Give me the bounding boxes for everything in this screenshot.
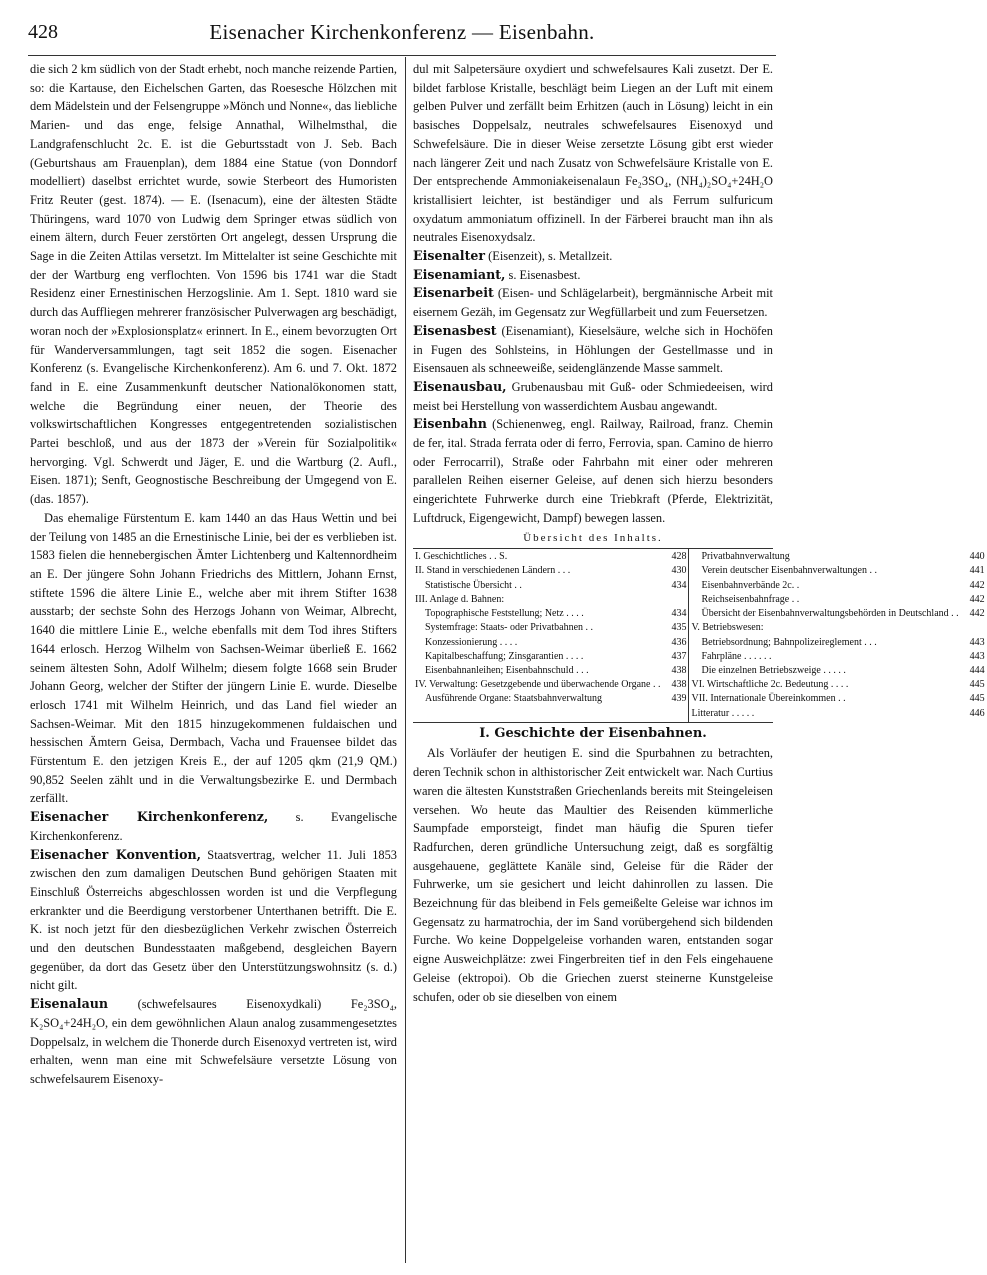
entry-text: Staatsvertrag, welcher 11. Juli 1853 zwischen den zum damaligen Deutschen Bund gehörigen Staaten mit Einschluß Österreichs abgeschlossen worden ist und die Verpflegung erkrankter und die Beerdigung verstorbener Unterthanen betrifft. Die E. K. ist noch jetzt für den diesbezüglichen Verkehr zwischen Österreich und den deutschen Bundesstaaten maßgebend, desgleichen Bayern gegenüber, da dort das Gesetz über den Unterstützungswohnsitz (s. d.) nicht gilt. (30, 847, 397, 993)
right-column (413, 60, 985, 1006)
toc-entry-page: 443 (969, 650, 985, 662)
toc-entry (415, 593, 686, 607)
toc-entry (691, 636, 984, 650)
entry-eisenalaun (30, 995, 397, 1089)
headword: Eisenausbau, (413, 378, 507, 394)
toc-entry (415, 564, 686, 578)
toc-entry-page: 438 (671, 679, 687, 691)
toc-entry-title: Verein deutscher Eisenbahnverwaltungen . . (701, 565, 877, 577)
column-divider (405, 57, 406, 1263)
headword: Eisenamiant, (413, 266, 506, 282)
toc-entry (691, 707, 984, 721)
toc-entry (415, 678, 686, 692)
toc-entry (691, 607, 984, 621)
toc-entry-title: Systemfrage: Staats- oder Privatbahnen . . (425, 622, 594, 634)
toc-entry-title: Reichseisenbahnfrage . . (701, 593, 800, 605)
entry-eisenarbeit (413, 284, 773, 321)
paragraph-geschichte: Als Vorläufer der heutigen E. sind die Spurbahnen zu betrachten, deren Technik schon in althistorischer Zeit entwickelt war. Nach Curtius waren die ältesten Kunststraßen Griechenlands bereits mit Steingeleisen versehen. Wo heute das Maultier des Reisenden kümmerliche Saumpfade emporsteigt, findet man häufig die Spuren tiefer Radfurchen, deren gründliche Untersuchung zeigt, daß es sorgfältig ausgehauene, geglättete Kanäle sind, Geleise für die Räder der Fuhrwerke, um sie gesichert und leicht dahinrollen zu lassen. Die Bezeichnung für das bleibend in Fels gemeißelte Geleise war ichnos im Gegensatz zu harmatrochia, der im Sand vorübergehend sich bildenden Furche. Wo keine Doppelgeleise vorhanden waren, entstanden sogar eigne Ausweichplätze: zwei Fingerbreiten tief in den Fels eingehauene Geleise (ektropoi). Ob die Griechen zuerst steinerne Kunstgeleise schufen, oder ob sie dieselben von einem (413, 746, 773, 1004)
toc-entry-page: 434 (671, 608, 687, 620)
toc-entry (415, 664, 686, 678)
toc-entry-page: 442 (969, 593, 985, 605)
toc-entry (415, 692, 686, 706)
toc-entry-title: Privatbahnverwaltung (701, 551, 790, 563)
toc-entry-title: Eisenbahnanleihen; Eisenbahnschuld . . . (425, 664, 589, 676)
entry-text: (Eisen- und Schlägelarbeit), bergmännische Arbeit mit eisernem Gezäh, im Gegensatz zur Wegfüllarbeit und zum Feuersetzen. (413, 286, 773, 320)
headword: Eisenalaun (30, 996, 109, 1012)
paragraph-eisenach-description: die sich 2 km südlich von der Stadt erhebt, noch manche reizende Partien, so: die Kartause, den Eichelschen Garten, das Roesesche Hölzchen mit dem Mädelstein und der Felsengruppe »Mönch und Nonne«, das liebliche Marien- und das enge, felsige Annathal, Wilhelmsthal, die Landgrafenschlucht 2c. E. ist die Geburtsstadt von J. Seb. Bach (Geburtshaus am Frauenplan), dem 1884 eine Statue (von Donndorf modelliert) daselbst errichtet wurde, sowie Sterbeort des Humoristen Fritz Reuter (gest. 1874). — E. (Isenacum), eine der ältesten Städte Thüringens, ward 1070 von Ludwig dem Springer etwas südlich von einem ältern, durch Feuer zerstörten Ort angelegt, dessen Ursprung die Sage in die Zeiten Attilas versetzt. Im Mittelalter ist seine Geschichte mit der der Wartburg eng verflochten. Von 1596 bis 1741 war die Stadt Residenz einer Ernestinischen Herzogslinie. Am 1. Sept. 1810 ward sie durch das Auffliegen mehrerer französischer Pulverwagen arg beschädigt, woran noch der »Explosionsplatz« erinnert. In E., einem bevorzugten Ort für Wanderversammlungen, tagt seit 1852 die sogen. Eisenacher Konferenz (s. Evangelische Kirchenkonferenz). Am 6. und 7. Okt. 1872 fand in E. eine Zusammenkunft deutscher Nationalökonomen statt, welche die Begründung einer neuen, der Theorie des volkswirtschaftlichen Kongresses entgegentretenden sozialistischen Partei beschloß, und aus der 1873 der »Verein für Sozialpolitik« hervorging. Vgl. Schwerdt und Jäger, E. und die Wartburg (2. Aufl., Eisen. 1871); Senft, Geognostische Beschreibung der Umgegend von E. (das. 1857). (30, 62, 397, 507)
toc-entry-page (959, 621, 985, 635)
entry-text: (Schienenweg, engl. Railway, Railroad, franz. Chemin de fer, ital. Strada ferrata oder di ferro, Ferrovia, span. Camino de hierro oder Ferrocarril), Straße oder Fahrbahn mit einer oder mehreren parallelen Reihen eiserner Geleise, auf denen sich hierzu besonders eingerichtete Fuhrwerke durch eine Triebkraft (Pferde, Elektrizität, Luftdruck, Eigengewicht, Dampf) bewegen lassen. (413, 417, 773, 525)
toc-entry (415, 607, 686, 621)
toc-entry-title: I. Geschichtliches . . S. (415, 551, 508, 563)
entry-text: (Eisenzeit), s. Metallzeit. (485, 249, 613, 264)
toc-entry-page: 442 (969, 608, 985, 620)
headword: Eisenalter (413, 248, 486, 264)
page-number: 428 (28, 20, 58, 43)
toc-entry (691, 664, 984, 678)
toc-entry-page: 428 (671, 551, 687, 563)
toc-entry-page: 445 (969, 679, 985, 691)
headword: Eisenbahn (413, 416, 487, 432)
toc-entry (691, 550, 984, 564)
entry-text: Grubenausbau mit Guß- oder Schmiedeeisen, wird meist bei Herstellung von wasserdichtem Ausbau angewandt. (413, 379, 773, 413)
toc-entry-title: Konzessionierung . . . . (425, 636, 518, 648)
toc-entry-title: VII. Internationale Übereinkommen . . (691, 693, 846, 705)
toc-entry (415, 621, 686, 635)
toc-entry (691, 678, 984, 692)
toc-entry (415, 650, 686, 664)
headword: Eisenacher Kirchenkonferenz, (30, 809, 269, 825)
toc-entry-page: 434 (671, 579, 687, 591)
toc-entry-title: Ausführende Organe: Staatsbahnverwaltung (425, 693, 602, 705)
toc-entry-title: VI. Wirtschaftliche 2c. Bedeutung . . . . (691, 679, 849, 691)
page-header (28, 14, 776, 50)
toc-entry (691, 564, 984, 578)
entry-text: s. Eisenasbest. (505, 267, 581, 282)
toc-title: Übersicht des Inhalts. (523, 531, 663, 544)
toc-entry-page: 442 (969, 579, 985, 591)
table-of-contents (413, 548, 985, 722)
header-rule (28, 55, 776, 56)
left-column (30, 60, 397, 1089)
toc-entry (691, 621, 984, 635)
toc-entry-page: 441 (969, 565, 985, 577)
entry-eisenasbest (413, 322, 773, 378)
headword: Eisenasbest (413, 322, 497, 338)
toc-entry-title: Topographische Feststellung; Netz . . . . (425, 608, 584, 620)
toc-entry (691, 593, 984, 607)
toc-entry-page: 430 (671, 565, 687, 577)
entry-text: s. Evangelische Kirchenkonferenz. (30, 810, 397, 843)
toc-entry-title: Eisenbahnverbände 2c. . (701, 579, 800, 591)
toc-entry-page: 438 (671, 664, 687, 676)
toc-entry-title: Die einzelnen Betriebszweige . . . . . (701, 664, 846, 676)
entry-kirchenkonferenz (30, 808, 397, 845)
toc-entry-page: 445 (969, 693, 985, 705)
paragraph-eisenalaun-cont: dul mit Salpetersäure oxydiert und schwefelsaures Kali zusetzt. Der E. bildet farblose Kristalle, beschlägt beim Liegen an der Luft mit einem gelben Pulver und zerfällt beim Erhitzen (auch in Lösung) leicht in ein basisches Doppelsalz, neutrales schwefelsaures Eisenoxyd und Schwefelsäure. Die in dieser Weise zersetzte Lösung gibt erst wieder nach längerer Zeit und nach Zusatz von Schwefelsäure Kristalle von E. Der entsprechende Ammoniakeisenalaun Fe₂3SO₄, (NH₄)₂SO₄+24H₂O kristallisiert leichter, ist beständiger und als Ferrum sulfuricum oxydatum ammoniatum offizinell. In der Färberei braucht man ihn als neutrales Eisenoxydsalz. (413, 62, 773, 245)
toc-entry-page: 437 (671, 650, 687, 662)
headword: Eisenacher Konvention, (30, 846, 202, 862)
entry-text: (schwefelsaures Eisenoxydkali) Fe₂3SO₄, K₂SO₄+24H₂O, ein dem gewöhnlichen Alaun analog zusammengesetztes Doppelsalz, in welchem die Thonerde durch Eisenoxyd vertreten ist, wird erhalten, wenn man eine mit Schwefelsäure versetzte Lösung von schwefelsaurem Eisenoxy- (30, 997, 397, 1086)
toc-right-column (689, 549, 986, 721)
toc-entry-page: 440 (969, 551, 985, 563)
entry-eisenalter (413, 247, 773, 266)
toc-entry-page (660, 593, 686, 607)
toc-entry-page: 443 (969, 636, 985, 648)
toc-entry-title: Kapitalbeschaffung; Zinsgarantien . . . . (425, 650, 584, 662)
toc-entry (415, 550, 686, 564)
entry-eisenbahn (413, 415, 773, 527)
toc-entry-page: 436 (671, 636, 687, 648)
paragraph-fuerstentum: Das ehemalige Fürstentum E. kam 1440 an das Haus Wettin und bei der Teilung von 1485 an die Ernestinische Linie, bei der es verblieben ist. 1583 fielen die hennebergischen Ämter Lichtenberg und Kaltennordheim an E. Der jüngere Sohn Johann Friedrichs des Mittlern, Johann Ernst, stiftete 1596 die ältere Linie E., welche aber mit ihrem Stifter 1638 ausstarb; der sechste Sohn des Herzogs Johann von Weimar, Albrecht, 1640 die mittlere Linie E., welche ebenfalls mit dem Tod ihres Stifters 1644 erlosch. Herzog Wilhelm von Sachsen-Weimar überließ E. 1662 seinem ältesten Sohn, Adolf Wilhelm; diesem folgte 1668 sein Bruder Johann Georg, welcher der Stifter der jüngern Linie E. wurde. Dieselbe erlosch 1741 mit Wilhelm Heinrich, und das Land fiel wieder an Sachsen-Weimar. Mit den 1815 hinzugekommenen fuldaischen und hessischen Ämtern Geisa, Dermbach, Vacha und Frauensee bildet das Fürstentum E. den jetzigen Kreis E., der auf 1205 qkm (21,9 QM.) 90,852 Seelen zählt und in die Verwaltungsbezirke E. und Dermbach zerfällt. (30, 510, 397, 806)
running-title: Eisenacher Kirchenkonferenz — Eisenbahn. (209, 19, 595, 44)
toc-entry-page: 439 (671, 693, 687, 705)
toc-entry (415, 579, 686, 593)
toc-entry-title: II. Stand in verschiedenen Ländern . . . (415, 565, 571, 577)
toc-entry (691, 650, 984, 664)
toc-entry-title: Litteratur . . . . . (691, 707, 755, 719)
toc-left-column (413, 549, 689, 721)
toc-entry-title: III. Anlage d. Bahnen: (415, 593, 505, 605)
section-heading: I. Geschichte der Eisenbahnen. (479, 725, 707, 741)
toc-entry-page: 435 (671, 622, 687, 634)
entry-text: (Eisenamiant), Kieselsäure, welche sich in Hochöfen in Fugen des Sohlsteins, in Höhlungen der Gestellmasse und in Eisensauen als schneeweiße, seidenglänzende Masse sammelt. (413, 323, 773, 376)
entry-konvention (30, 846, 397, 996)
toc-entry (691, 579, 984, 593)
headword: Eisenarbeit (413, 285, 494, 301)
toc-entry-title: Fahrpläne . . . . . . (701, 650, 772, 662)
entry-eisenausbau (413, 378, 773, 415)
toc-entry-title: Statistische Übersicht . . (425, 579, 522, 591)
toc-entry-title: Betriebsordnung; Bahnpolizeireglement . . . (701, 636, 877, 648)
toc-entry-title: IV. Verwaltung: Gesetzgebende und überwachende Organe . . (415, 679, 661, 691)
entry-eisenamiant (413, 266, 773, 285)
toc-entry (415, 636, 686, 650)
toc-entry-page: 444 (969, 664, 985, 676)
toc-entry-title: V. Betriebswesen: (691, 622, 764, 634)
toc-entry-title: Übersicht der Eisenbahnverwaltungsbehörden in Deutschland . . (701, 608, 959, 620)
toc-entry-page: 446 (969, 707, 985, 719)
toc-entry (691, 692, 984, 706)
